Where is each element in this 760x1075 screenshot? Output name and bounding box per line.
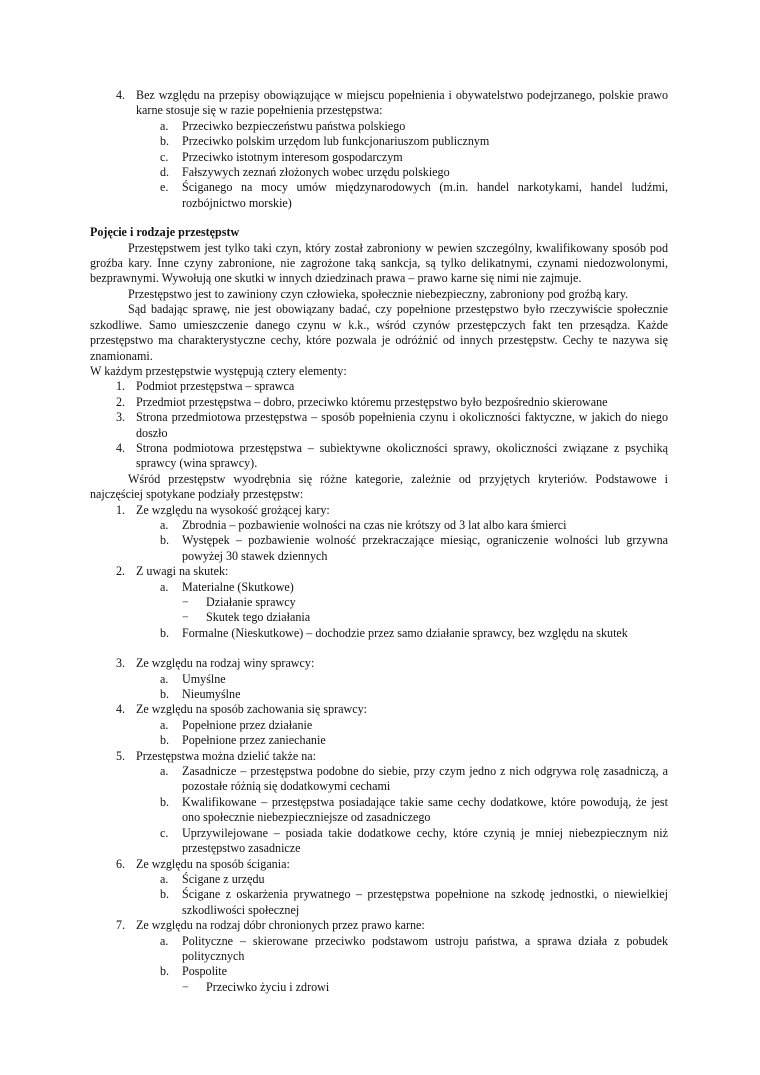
- sub-item-b: [90, 626, 668, 641]
- paragraph-crime-definition: Przestępstwo jest to zawiniony czyn człowieka, społecznie niebezpieczny, zabroniony pod groźbą kary.: [128, 286, 629, 301]
- division-item-5: [90, 749, 668, 764]
- sub-text: Fałszywych zeznań złożonych wobec urzędu polskiego: [182, 165, 450, 180]
- division-item-4: [90, 702, 668, 717]
- list-text: Strona przedmiotowa przestępstwa – sposób popełnienia czynu i okoliczności faktyczne, w jakich do niego doszło: [136, 410, 668, 440]
- sub-letter: a.: [160, 579, 169, 594]
- sub-text: Ścigane z urzędu: [182, 871, 265, 886]
- sub-letter: c.: [160, 149, 169, 164]
- list-text: Ze względu na rodzaj dóbr chronionych przez prawo karne:: [136, 918, 425, 933]
- sub-letter: a.: [160, 717, 169, 732]
- sub-letter: a.: [160, 933, 169, 948]
- dash-item: [90, 610, 668, 625]
- sub-item-a: [90, 764, 668, 795]
- sub-item-a: [90, 580, 668, 595]
- list-number: 2.: [116, 564, 126, 579]
- sub-item-a: [90, 119, 668, 134]
- sub-letter: a.: [160, 118, 169, 133]
- list-text: Bez względu na przepisy obowiązujące w miejscu popełnienia i obywatelstwo podejrzanego, polskie prawo karne stosuje się w razie popełnienia przestępstwa:: [136, 88, 668, 118]
- sub-item-b: [90, 533, 668, 564]
- list-text: Ze względu na sposób ścigania:: [136, 856, 290, 871]
- list-number: 5.: [116, 748, 126, 763]
- dash-text: Skutek tego działania: [206, 610, 311, 625]
- sub-text: Pospolite: [182, 964, 228, 979]
- sub-item-c: [90, 826, 668, 857]
- sub-text: Występek – pozbawienie wolność przekraczające miesiąc, ograniczenie wolności lub grzywna powyżej 30 stawek dziennych: [182, 533, 668, 563]
- division-item-3: [90, 656, 668, 671]
- list-number: 4.: [116, 88, 126, 102]
- list-number: 4.: [116, 702, 126, 717]
- element-item-4: [90, 441, 668, 472]
- sub-text: Ściganego na mocy umów międzynarodowych (m.in. handel narkotykami, handel ludźmi, rozbójnictwo morskie): [182, 180, 668, 210]
- sub-text: Kwalifikowane – przestępstwa posiadające takie same cechy dodatkowe, które powodują, że jest ono społecznie niebezpieczniejsze od zasadniczego: [182, 794, 668, 825]
- sub-letter: e.: [160, 180, 169, 195]
- dash-item: [90, 980, 668, 995]
- element-item-3: [90, 410, 668, 441]
- sub-item-a: [90, 518, 668, 533]
- list-text: Ze względu na rodzaj winy sprawcy:: [136, 656, 315, 671]
- divisions-intro: Wśród przestępstw wyodrębnia się różne kategorie, zależnie od przyjętych kryteriów. Podstawowe i najczęściej spotykane podziały przestępstw:: [90, 471, 668, 502]
- element-item-2: [90, 395, 668, 410]
- sub-letter: b.: [160, 134, 170, 149]
- sub-item-b: [90, 795, 668, 826]
- sub-letter: b.: [160, 687, 170, 702]
- sub-letter: a.: [160, 517, 169, 532]
- sub-text: Popełnione przez działanie: [182, 717, 313, 732]
- sub-item-b: [90, 687, 668, 702]
- sub-text: Uprzywilejowane – posiada takie dodatkowe cechy, które czynią je mniej niebezpiecznym niż przestępstwo zasadnicze: [182, 825, 668, 856]
- list-text: Strona podmiotowa przestępstwa – subiektywne okoliczności sprawy, okoliczności związane z psychiką sprawcy (wina sprawcy).: [136, 440, 668, 471]
- sub-text: Zbrodnia – pozbawienie wolności na czas nie krótszy od 3 lat albo kara śmierci: [182, 517, 567, 532]
- sub-text: Popełnione przez zaniechanie: [182, 733, 326, 748]
- paragraph-court: Sąd badając sprawę, nie jest obowiązany badać, czy popełnione przestępstwo było rzeczywiście społecznie szkodliwe. Samo umieszczenie danego czynu w k.k., wśród czynów przestępczych fakt ten przesądza. Każde przestępstwo ma charakterystyczne cechy, które pozwala je odróżnić od innych przestępstw. Cechy te nazywa się znamionami.: [90, 302, 668, 363]
- list-number: 1.: [116, 379, 126, 394]
- sub-text: Polityczne – skierowane przeciwko podstawom ustroju państwa, a sprawa działa z pobudek politycznych: [182, 933, 668, 963]
- sub-text: Przeciwko istotnym interesom gospodarczym: [182, 149, 403, 164]
- sub-text: Nieumyślne: [182, 687, 241, 702]
- element-item-1: [90, 379, 668, 394]
- list-number: 2.: [116, 394, 126, 409]
- list-number: 4.: [116, 440, 126, 455]
- list-text: Przedmiot przestępstwa – dobro, przeciwko któremu przestępstwo było bezpośrednio skierowane: [136, 394, 608, 409]
- sub-letter: b.: [160, 625, 170, 640]
- list-number: 1.: [116, 502, 126, 517]
- dash-text: Działanie sprawcy: [206, 595, 296, 609]
- list-number: 3.: [116, 410, 126, 425]
- division-item-1: [90, 503, 668, 518]
- list-number: 7.: [116, 918, 126, 933]
- sub-letter: b.: [160, 794, 170, 809]
- sub-text: Zasadnicze – przestępstwa podobne do siebie, przy czym jedno z nich odgrywa rolę zasadniczą, a pozostałe różnią się dodatkowymi cechami: [182, 764, 668, 794]
- sub-text: Ścigane z oskarżenia prywatnego – przestępstwa popełnione na szkodę jednostki, o niewielkiej szkodliwości społecznej: [182, 887, 668, 917]
- list-number: 3.: [116, 656, 126, 671]
- dash-bullet: −: [182, 595, 189, 609]
- sub-item-b: [90, 733, 668, 748]
- list-number: 6.: [116, 856, 126, 871]
- division-item-7: [90, 918, 668, 933]
- list-text: Ze względu na wysokość grożącej kary:: [136, 502, 330, 517]
- section-heading: Pojęcie i rodzaje przestępstw: [90, 225, 240, 240]
- sub-letter: c.: [160, 825, 169, 840]
- list-text: Przestępstwa można dzielić także na:: [136, 748, 316, 763]
- sub-text: Przeciwko polskim urzędom lub funkcjonariuszom publicznym: [182, 134, 490, 149]
- sub-letter: a.: [160, 671, 169, 686]
- list-text: Z uwagi na skutek:: [136, 564, 229, 579]
- elements-intro: W każdym przestępstwie występują cztery elementy:: [90, 363, 347, 378]
- sub-text: Formalne (Nieskutkowe) – dochodzie przez samo działanie sprawcy, bez względu na skutek: [182, 625, 628, 640]
- list-item-4: [90, 88, 668, 119]
- dash-bullet: −: [182, 979, 189, 994]
- sub-item-b: [90, 887, 668, 918]
- sub-letter: b.: [160, 887, 170, 902]
- sub-letter: b.: [160, 733, 170, 748]
- sub-text: Materialne (Skutkowe): [182, 579, 294, 594]
- division-item-2: [90, 564, 668, 579]
- blank-line: [90, 641, 668, 656]
- list-text: Ze względu na sposób zachowania się sprawcy:: [136, 702, 368, 717]
- sub-item-d: [90, 165, 668, 180]
- sub-item-a: [90, 934, 668, 965]
- sub-letter: a.: [160, 764, 169, 779]
- sub-letter: b.: [160, 964, 170, 979]
- sub-letter: d.: [160, 165, 170, 180]
- list-text: Podmiot przestępstwa – sprawca: [136, 379, 295, 394]
- sub-item-a: [90, 672, 668, 687]
- division-item-6: [90, 857, 668, 872]
- sub-text: Przeciwko bezpieczeństwu państwa polskiego: [182, 118, 406, 133]
- sub-item-c: [90, 150, 668, 165]
- sub-letter: b.: [160, 533, 170, 548]
- sub-item-b: [90, 964, 668, 979]
- sub-text: Umyślne: [182, 671, 226, 686]
- paragraph-definition: Przestępstwem jest tylko taki czyn, który został zabroniony w pewien szczególny, kwalifikowany sposób pod groźba kary. Inne czyny zabronione, nie zagrożone taką sankcja, są tylko delikatnymi, czynami niedozwolonymi, bezprawnymi. Wywołują one skutki w innych dziedzinach prawa – prawo karne się nimi nie zajmuje.: [90, 240, 668, 286]
- sub-letter: a.: [160, 871, 169, 886]
- sub-item-a: [90, 718, 668, 733]
- dash-bullet: −: [182, 610, 189, 625]
- dash-item: [90, 595, 668, 610]
- document-page: [90, 88, 668, 995]
- sub-item-b: [90, 134, 668, 149]
- sub-item-e: [90, 180, 668, 211]
- dash-text: Przeciwko życiu i zdrowi: [206, 979, 330, 994]
- sub-item-a: [90, 872, 668, 887]
